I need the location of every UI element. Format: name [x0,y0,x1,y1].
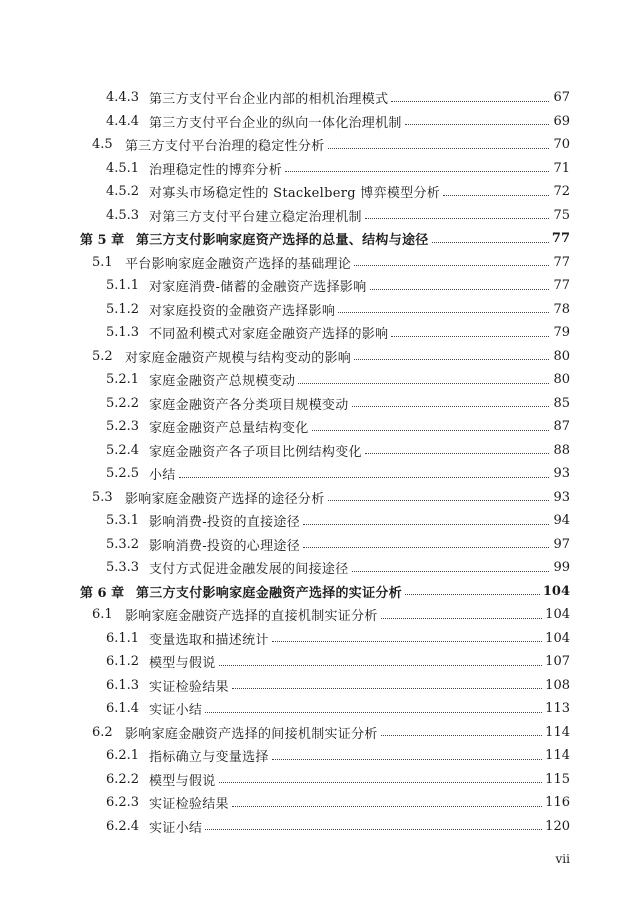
toc-entry-title: 平台影响家庭金融资产选择的基础理论 [125,256,352,272]
toc-entry-page: 67 [553,90,570,106]
toc-entry-page: 93 [553,466,570,482]
toc-chapter-entry[interactable] [0,227,638,251]
toc-entry-page: 71 [553,160,570,176]
toc-dot-leader [232,687,542,689]
toc-subsection-entry[interactable] [0,204,638,228]
toc-entry-title: 影响消费-投资的直接途径 [149,515,300,531]
toc-entry-title: 不同盈利模式对家庭金融资产选择的影响 [149,327,389,343]
toc-entry-page: 99 [553,560,570,576]
toc-subsection-entry[interactable] [0,627,638,651]
toc-entry-title: 实证检验结果 [149,797,229,813]
toc-entry-number: 6.2 [92,724,113,740]
toc-dot-leader [352,405,549,407]
toc-subsection-entry[interactable] [0,439,638,463]
toc-entry-number: 5.1.1 [106,278,140,294]
toc-entry-number: 5.1 [92,254,113,270]
toc-entry-number: 5.3 [92,489,113,505]
toc-subsection-entry[interactable] [0,744,638,768]
toc-dot-leader [338,311,549,313]
toc-entry-title: 第三方支付平台治理的稳定性分析 [125,139,325,155]
toc-subsection-entry[interactable] [0,697,638,721]
toc-entry-number: 6.1.3 [106,677,140,693]
toc-entry-number: 4.5.2 [106,184,140,200]
toc-entry-title: 模型与假说 [149,656,216,672]
toc-entry-page: 72 [553,184,570,200]
toc-entry-number: 4.5 [92,137,113,153]
toc-dot-leader [272,758,542,760]
toc-subsection-entry[interactable] [0,86,638,110]
toc-entry-page: 107 [545,654,570,670]
toc-dot-leader [381,617,542,619]
toc-entry-page: 79 [553,325,570,341]
toc-dot-leader [219,664,543,666]
toc-entry-number: 4.5.1 [106,160,140,176]
toc-entry-title: 对家庭金融资产规模与结构变动的影响 [125,350,352,366]
toc-entry-page: 77 [553,278,570,294]
toc-entry-number: 4.4.4 [106,113,140,129]
toc-entry-page: 70 [553,137,570,153]
toc-entry-title: 对第三方支付平台建立稳定治理机制 [149,209,362,225]
toc-entry-number: 5.1.3 [106,325,140,341]
toc-entry-page: 80 [553,348,570,364]
toc-subsection-entry[interactable] [0,274,638,298]
toc-dot-leader [391,335,549,337]
toc-entry-number: 6.2.3 [106,795,140,811]
toc-dot-leader [354,264,549,266]
toc-entry-title: 第三方支付平台企业的纵向一体化治理机制 [149,115,402,131]
toc-entry-page: 114 [545,724,570,740]
toc-entry-number: 6.2.4 [106,818,140,834]
toc-entry-number: 第 6 章 [80,585,125,601]
toc-entry-page: 78 [553,301,570,317]
toc-dot-leader [405,123,549,125]
toc-subsection-entry[interactable] [0,533,638,557]
toc-entry-number: 第 5 章 [80,233,125,249]
toc-subsection-entry[interactable] [0,768,638,792]
toc-entry-page: 97 [553,536,570,552]
toc-dot-leader [443,194,549,196]
toc-section-entry[interactable] [0,133,638,157]
toc-entry-title: 家庭金融资产总规模变动 [149,374,296,390]
toc-entry-page: 75 [553,207,570,223]
toc-entry-page: 77 [553,254,570,270]
toc-entry-number: 5.2.1 [106,372,140,388]
toc-entry-title: 对家庭消费-储蓄的金融资产选择影响 [149,280,367,296]
toc-entry-page: 104 [545,607,570,623]
toc-entry-number: 5.2.4 [106,442,140,458]
toc-entry-number: 5.2.5 [106,466,140,482]
toc-section-entry[interactable] [0,486,638,510]
toc-dot-leader [328,499,549,501]
toc-entry-number: 5.2.3 [106,419,140,435]
toc-entry-title: 指标确立与变量选择 [149,750,269,766]
toc-entry-title: 治理稳定性的博弈分析 [149,162,283,178]
toc-subsection-entry[interactable] [0,298,638,322]
toc-entry-page: 115 [545,771,570,787]
toc-entry-page: 80 [553,372,570,388]
toc-entry-title: 第三方支付影响家庭金融资产选择的实证分析 [136,585,403,601]
toc-dot-leader [370,288,550,290]
toc-entry-title: 影响家庭金融资产选择的间接机制实证分析 [125,726,378,742]
toc-subsection-entry[interactable] [0,462,638,486]
toc-entry-number: 5.2.2 [106,395,140,411]
toc-entry-title: 对寡头市场稳定性的 Stackelberg 博弈模型分析 [149,186,441,202]
toc-dot-leader [432,241,549,243]
toc-entry-number: 6.1 [92,607,113,623]
toc-entry-title: 实证检验结果 [149,679,229,695]
toc-dot-leader [179,476,549,478]
toc-entry-page: 85 [553,395,570,411]
toc-entry-title: 第三方支付平台企业内部的相机治理模式 [149,92,389,108]
toc-entry-title: 实证小结 [149,703,203,719]
toc-dot-leader [328,147,549,149]
toc-entry-number: 6.1.4 [106,701,140,717]
toc-entry-number: 5.3.2 [106,536,140,552]
toc-entry-number: 6.1.1 [106,630,140,646]
toc-entry-title: 影响家庭金融资产选择的途径分析 [125,491,325,507]
toc-entry-title: 变量选取和描述统计 [149,632,269,648]
toc-entry-page: 88 [553,442,570,458]
toc-section-entry[interactable] [0,603,638,627]
toc-subsection-entry[interactable] [0,815,638,839]
toc-entry-number: 4.5.3 [106,207,140,223]
toc-entry-page: 93 [553,489,570,505]
page-number: vii [555,852,570,866]
toc-dot-leader [272,640,542,642]
toc-dot-leader [365,452,549,454]
toc-subsection-entry[interactable] [0,556,638,580]
toc-subsection-entry[interactable] [0,415,638,439]
toc-entry-page: 120 [545,818,570,834]
toc-entry-page: 108 [545,677,570,693]
toc-subsection-entry[interactable] [0,180,638,204]
toc-dot-leader [381,734,542,736]
toc-dot-leader [354,358,549,360]
toc-dot-leader [232,805,542,807]
toc-dot-leader [391,100,549,102]
toc-dot-leader [312,429,549,431]
table-of-contents [0,86,638,838]
toc-entry-title: 第三方支付影响家庭资产选择的总量、结构与途径 [136,233,429,249]
toc-entry-title: 影响家庭金融资产选择的直接机制实证分析 [125,609,378,625]
toc-subsection-entry[interactable] [0,368,638,392]
toc-dot-leader [405,593,540,595]
toc-dot-leader [298,382,549,384]
toc-subsection-entry[interactable] [0,157,638,181]
toc-entry-title: 小结 [149,468,176,484]
toc-entry-page: 116 [545,795,570,811]
toc-entry-number: 6.2.2 [106,771,140,787]
toc-dot-leader [303,523,549,525]
toc-entry-page: 104 [545,630,570,646]
toc-entry-page: 87 [553,419,570,435]
toc-entry-number: 5.2 [92,348,113,364]
toc-entry-page: 113 [545,701,570,717]
toc-entry-title: 实证小结 [149,820,203,836]
toc-section-entry[interactable] [0,251,638,275]
toc-entry-number: 5.3.3 [106,560,140,576]
toc-entry-title: 家庭金融资产总量结构变化 [149,421,309,437]
toc-subsection-entry[interactable] [0,110,638,134]
toc-entry-title: 模型与假说 [149,773,216,789]
toc-dot-leader [352,570,549,572]
toc-entry-number: 5.1.2 [106,301,140,317]
toc-entry-number: 6.1.2 [106,654,140,670]
toc-entry-page: 114 [545,748,570,764]
toc-entry-page: 94 [553,513,570,529]
toc-dot-leader [285,170,549,172]
toc-entry-page: 104 [542,583,570,599]
toc-subsection-entry[interactable] [0,650,638,674]
toc-entry-number: 4.4.3 [106,90,140,106]
toc-subsection-entry[interactable] [0,392,638,416]
toc-chapter-entry[interactable] [0,580,638,604]
toc-dot-leader [365,217,549,219]
toc-subsection-entry[interactable] [0,321,638,345]
toc-dot-leader [219,781,543,783]
toc-subsection-entry[interactable] [0,791,638,815]
toc-section-entry[interactable] [0,721,638,745]
toc-entry-number: 5.3.1 [106,513,140,529]
toc-entry-title: 影响消费-投资的心理途径 [149,538,300,554]
toc-entry-page: 77 [551,231,570,247]
toc-entry-title: 家庭金融资产各分类项目规模变动 [149,397,349,413]
toc-dot-leader [205,711,542,713]
toc-entry-title: 家庭金融资产各子项目比例结构变化 [149,444,362,460]
toc-dot-leader [205,828,542,830]
toc-entry-number: 6.2.1 [106,748,140,764]
toc-entry-title: 对家庭投资的金融资产选择影响 [149,303,336,319]
toc-section-entry[interactable] [0,345,638,369]
toc-dot-leader [303,546,549,548]
toc-subsection-entry[interactable] [0,509,638,533]
toc-subsection-entry[interactable] [0,674,638,698]
toc-entry-title: 支付方式促进金融发展的间接途径 [149,562,349,578]
toc-entry-page: 69 [553,113,570,129]
